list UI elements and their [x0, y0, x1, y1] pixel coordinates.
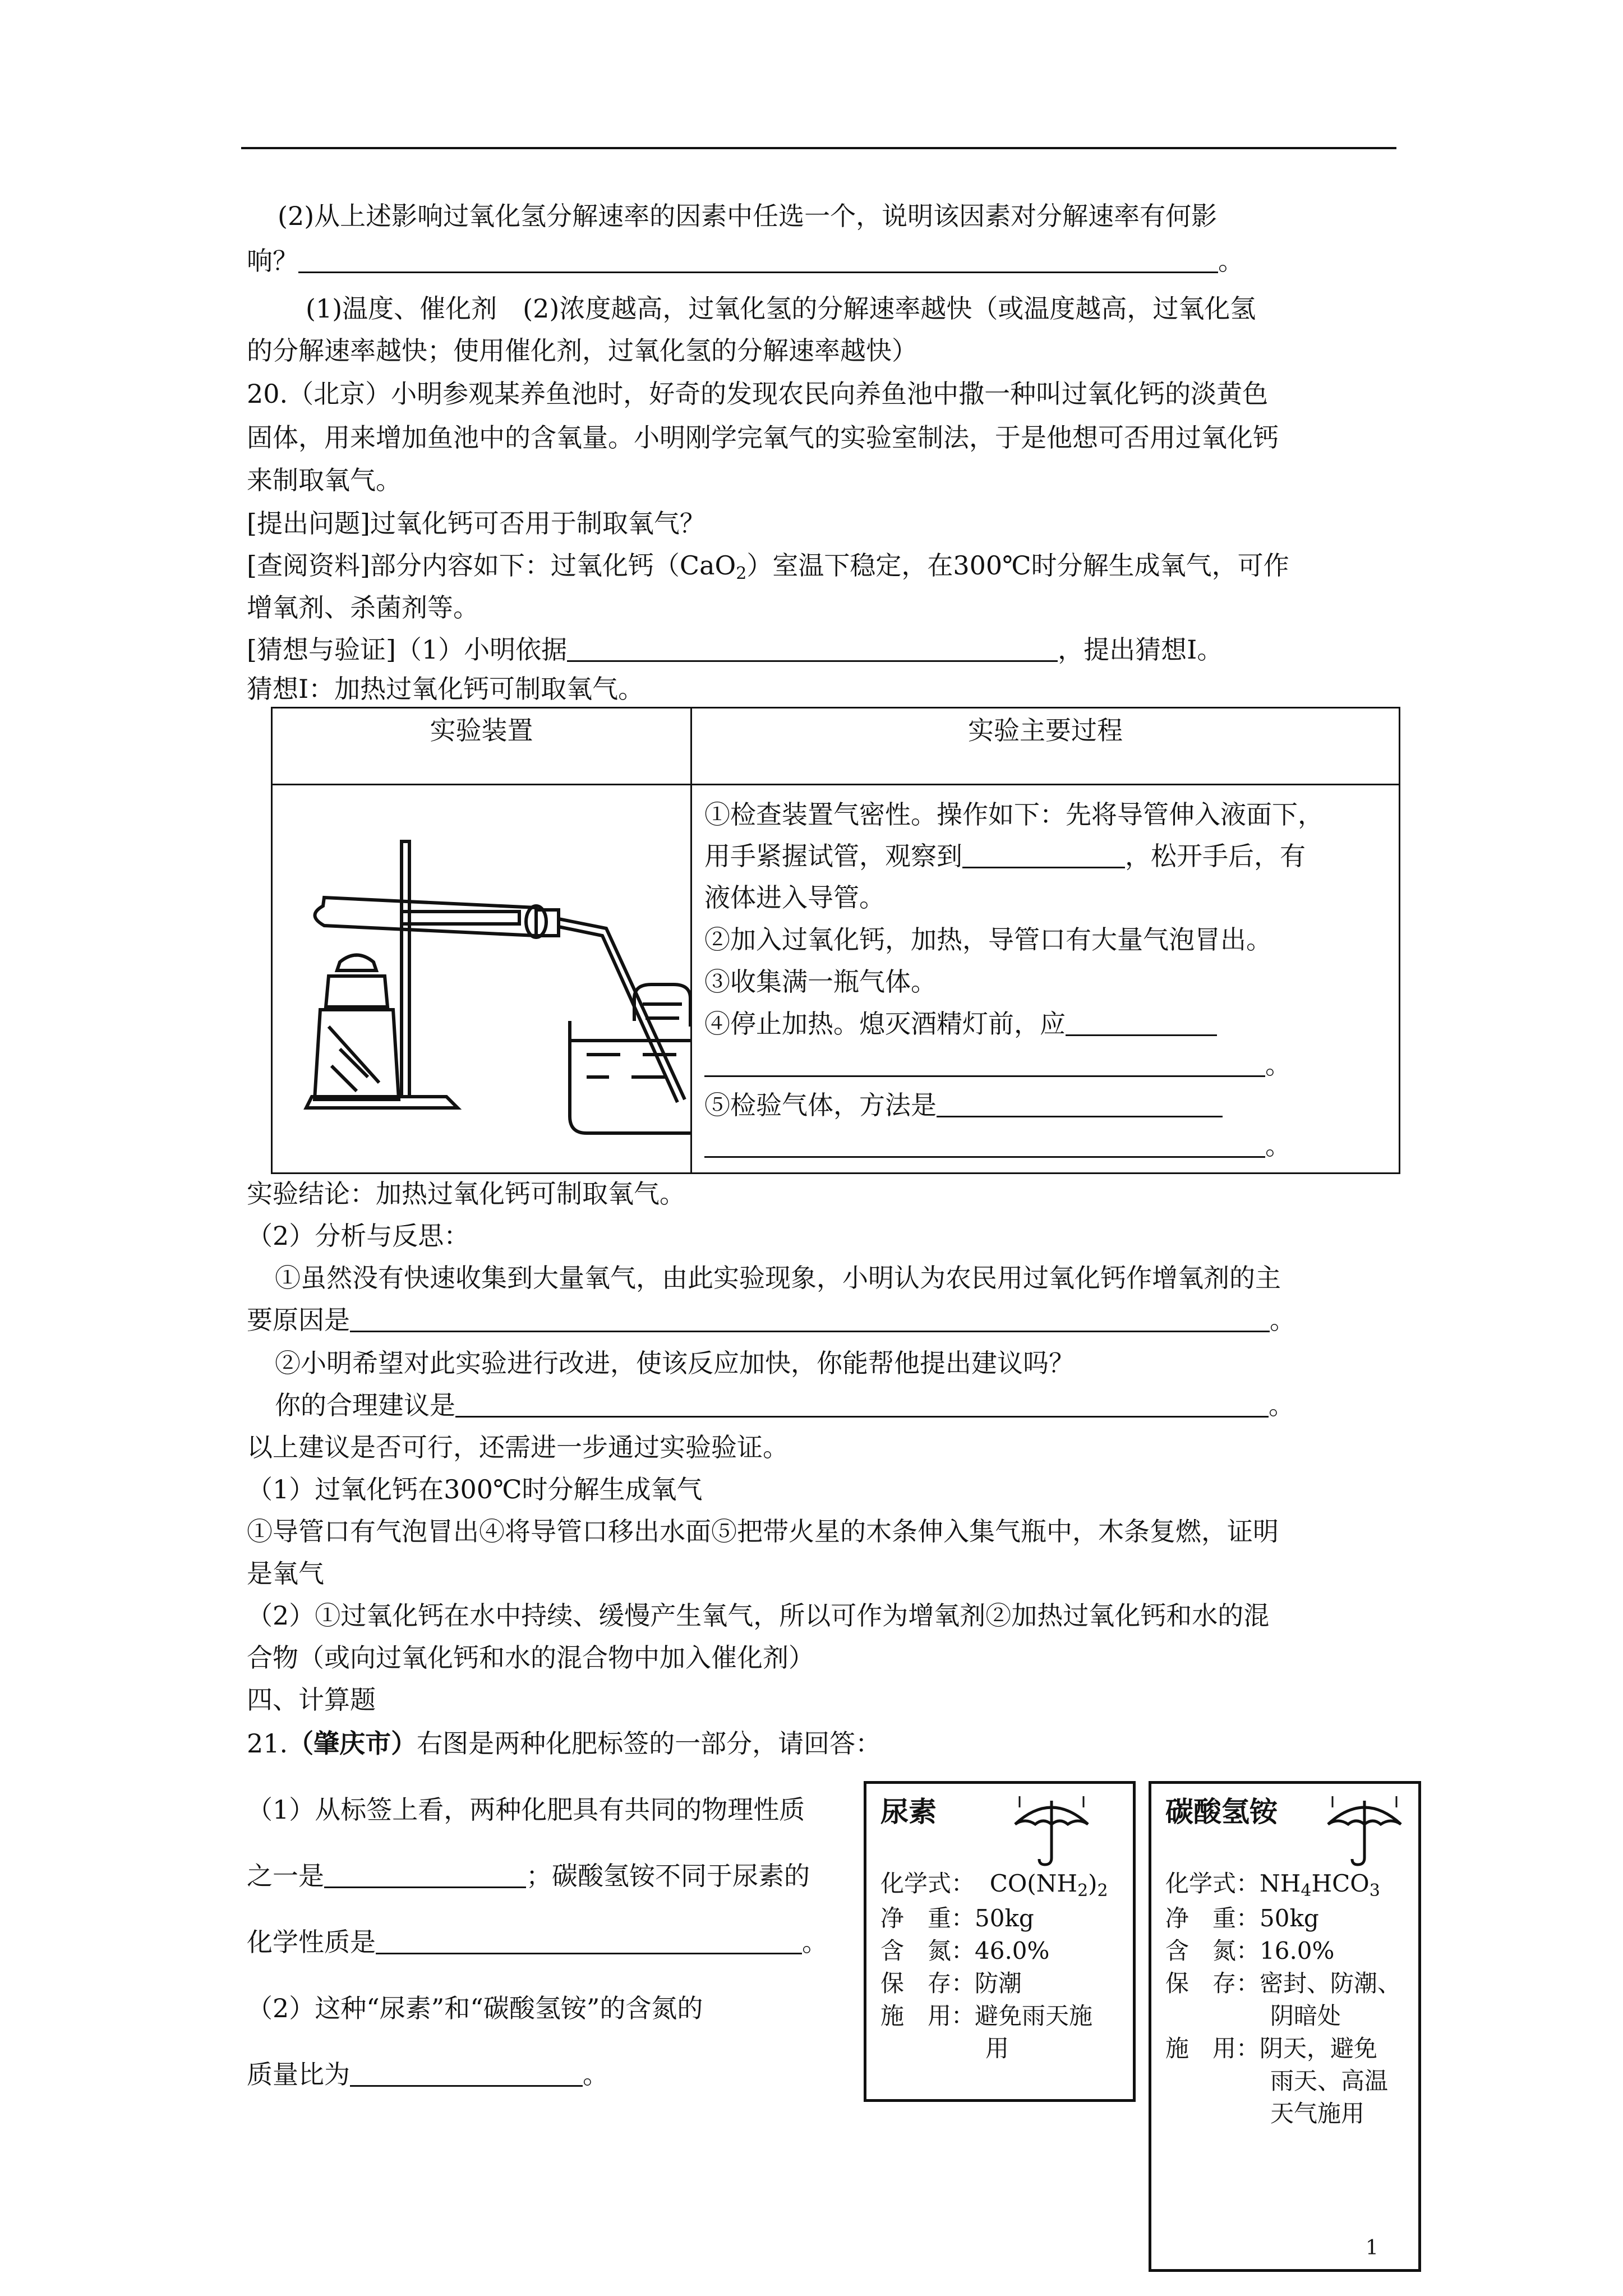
abc-use-line1: 施 用：阴天，避免: [1165, 2035, 1378, 2062]
q20-analysis2-line1: ②小明希望对此实验进行改进，使该反应加快，你能帮他提出建议吗？: [275, 1348, 1075, 1378]
umbrella-icon: [1009, 1791, 1094, 1869]
answer-blank[interactable]: [350, 1306, 1270, 1332]
answer-blank[interactable]: [298, 247, 1218, 273]
page-number: 1: [1366, 2237, 1378, 2260]
q20-answer1: （1）过氧化钙在300℃时分解生成氧气: [247, 1474, 703, 1504]
abc-weight: 净 重：50kg: [1165, 1904, 1319, 1932]
q21-intro: 21.（肇庆市）右图是两种化肥标签的一部分，请回答：: [247, 1728, 882, 1759]
q19-part2-line2: 响？ 。: [247, 246, 1244, 276]
apparatus-diagram: [273, 785, 690, 1172]
q19-answer-line1: (1)温度、催化剂 (2)浓度越高，过氧化氢的分解速率越快（或温度越高，过氧化氢: [306, 293, 1256, 324]
q20-guess1: 猜想Ⅰ：加热过氧化钙可制取氧气。: [247, 674, 644, 704]
answer-blank[interactable]: [1066, 1010, 1217, 1036]
step1-line3: 液体进入导管。: [704, 882, 885, 913]
urea-use-line1: 施 用：避免雨天施: [880, 2002, 1093, 2030]
q20-guess-line: [猜想与验证]（1）小明依据 ，提出猜想Ⅰ。: [247, 634, 1223, 665]
answer-blank[interactable]: [350, 2060, 583, 2087]
table-header-process: 实验主要过程: [691, 708, 1400, 785]
q20-info-line2: 增氧剂、杀菌剂等。: [247, 592, 479, 623]
q20-conclusion: 实验结论：加热过氧化钙可制取氧气。: [247, 1179, 685, 1209]
step5-line1: ⑤检验气体，方法是: [704, 1088, 1223, 1122]
q20-answer4: （2）①过氧化钙在水中持续、缓慢产生氧气，所以可作为增氧剂②加热过氧化钙和水的混: [247, 1600, 1270, 1631]
urea-label-title: 尿素: [880, 1795, 937, 1828]
answer-blank[interactable]: [704, 1051, 1265, 1077]
q20-question: [提出问题]过氧化钙可否用于制取氧气？: [247, 508, 706, 539]
q19-answer-line2: 的分解速率越快；使用催化剂，过氧化氢的分解速率越快）: [247, 335, 917, 366]
answer-blank[interactable]: [324, 1862, 526, 1888]
ammonium-bicarbonate-label: [1149, 1781, 1421, 2272]
answer-blank[interactable]: [376, 1928, 802, 1954]
urea-weight: 净 重：50kg: [880, 1904, 1034, 1932]
abc-use-line2: 雨天、高温: [1270, 2067, 1389, 2095]
step2: ②加入过氧化钙，加热，导管口有大量气泡冒出。: [704, 924, 1272, 955]
q20-analysis1-line1: ①虽然没有快速收集到大量氧气，由此实验现象，小明认为农民用过氧化钙作增氧剂的主: [275, 1263, 1281, 1293]
urea-label: [864, 1781, 1136, 2102]
abc-storage-line1: 保 存：密封、防潮、: [1165, 1970, 1401, 1997]
process-cell: [691, 785, 1400, 1174]
step3: ③收集满一瓶气体。: [704, 967, 937, 997]
abc-storage-line2: 阴暗处: [1270, 2002, 1341, 2030]
experiment-table: [271, 707, 1400, 1174]
q20-answer3: 是氧气: [247, 1558, 324, 1589]
q20-analysis1-line2: 要原因是 。: [247, 1305, 1295, 1335]
q20-answer2: ①导管口有气泡冒出④将导管口移出水面⑤把带火星的木条伸入集气瓶中，木条复燃，证明: [247, 1516, 1279, 1547]
q20-answer5: 合物（或向过氧化钙和水的混合物中加入催化剂）: [247, 1642, 814, 1673]
apparatus-cell: [272, 785, 691, 1174]
abc-formula: 化学式：$NH_4HCO_3$: [1165, 1870, 1380, 1901]
answer-blank[interactable]: [455, 1391, 1269, 1418]
header-rule: [241, 147, 1396, 149]
abc-use-line3: 天气施用: [1270, 2100, 1365, 2127]
q19-part2-line1: (2)从上述影响过氧化氢分解速率的因素中任选一个，说明该因素对分解速率有何影: [278, 201, 1218, 231]
urea-use-line2: 用: [985, 2035, 1009, 2062]
q21-part2-line2: 质量比为 。: [247, 2059, 608, 2090]
step1-line1: ①检查装置气密性。操作如下：先将导管伸入液面下，: [704, 799, 1324, 830]
q20-verify: 以上建议是否可行，还需进一步通过实验验证。: [247, 1432, 789, 1462]
q21-part2-line1: （2）这种“尿素”和“碳酸氢铵”的含氮的: [247, 1993, 703, 2023]
urea-storage: 保 存：防潮: [880, 1970, 1022, 1997]
answer-blank[interactable]: [937, 1091, 1223, 1117]
step5-line2: 。: [704, 1129, 1291, 1162]
urea-nitrogen: 含 氮：46.0%: [880, 1937, 1050, 1964]
q20-analysis2-line2: 你的合理建议是 。: [275, 1390, 1294, 1420]
q20-analysis-heading: （2）分析与反思：: [247, 1221, 470, 1251]
step4-line2: 。: [704, 1048, 1291, 1082]
urea-formula: 化学式： $CO(NH_2)_2$: [880, 1870, 1108, 1901]
q21-part1-line3: 化学性质是 。: [247, 1927, 828, 1957]
umbrella-icon: [1322, 1791, 1407, 1869]
answer-blank[interactable]: [567, 636, 1058, 662]
q20-intro-line3: 来制取氧气。: [247, 465, 402, 495]
abc-nitrogen: 含 氮：16.0%: [1165, 1937, 1335, 1964]
step1-line2: 用手紧握试管，观察到 ，松开手后，有: [704, 841, 1306, 871]
q20-intro-line1: 20.（北京）小明参观某养鱼池时，好奇的发现农民向养鱼池中撒一种叫过氧化钙的淡黄色: [247, 379, 1269, 409]
step4-line1: ④停止加热。熄灭酒精灯前，应: [704, 1007, 1217, 1041]
answer-blank[interactable]: [962, 842, 1125, 868]
q20-intro-line2: 固体，用来增加鱼池中的含氧量。小明刚学完氧气的实验室制法，于是他想可否用过氧化钙: [247, 422, 1279, 453]
q21-part1-line1: （1）从标签上看，两种化肥具有共同的物理性质: [247, 1795, 805, 1825]
q20-info-line1: [查阅资料]部分内容如下：过氧化钙（CaO$_2$）室温下稳定，在300℃时分解生成氧气，可作: [247, 550, 1289, 583]
table-header-apparatus: 实验装置: [272, 708, 691, 785]
abc-label-title: 碳酸氢铵: [1165, 1795, 1278, 1828]
q21-part1-line2: 之一是 ；碳酸氢铵不同于尿素的: [247, 1861, 810, 1891]
answer-blank[interactable]: [704, 1131, 1265, 1158]
section-heading: 四、计算题: [247, 1685, 376, 1715]
